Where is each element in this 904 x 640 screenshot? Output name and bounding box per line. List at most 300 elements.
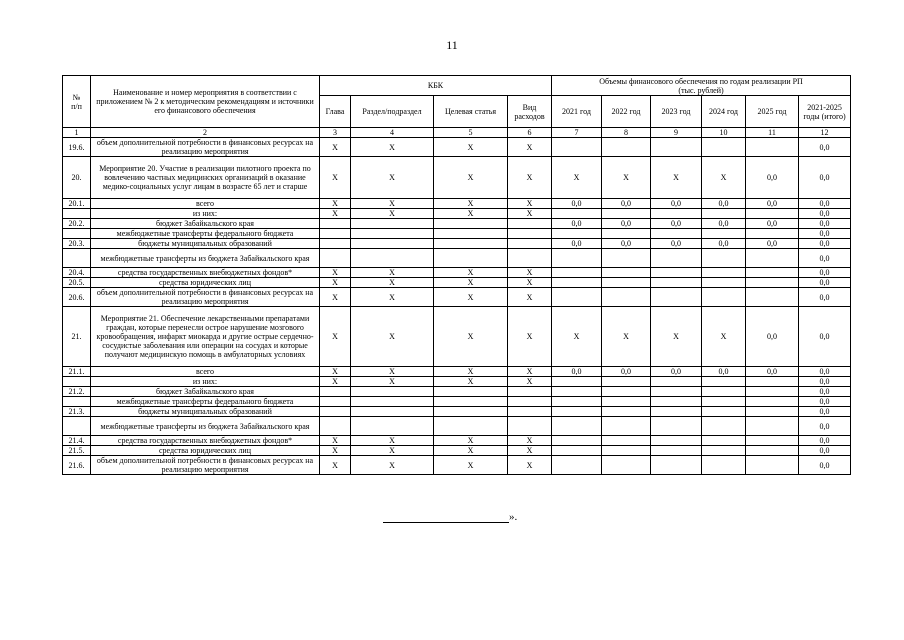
row-value-cell bbox=[602, 446, 651, 456]
row-value-cell bbox=[320, 397, 351, 407]
index-cell: 8 bbox=[602, 128, 651, 138]
row-value-cell bbox=[552, 268, 602, 278]
row-value-cell: 0,0 bbox=[799, 268, 851, 278]
table-row bbox=[63, 249, 851, 268]
row-value-cell: 0,0 bbox=[799, 407, 851, 417]
row-value-cell bbox=[746, 387, 799, 397]
row-value-cell bbox=[552, 278, 602, 288]
row-name-cell: межбюджетные трансферты из бюджета Забайкальского края bbox=[91, 249, 320, 268]
index-cell: 12 bbox=[799, 128, 851, 138]
table-row bbox=[63, 407, 851, 417]
index-cell: 11 bbox=[746, 128, 799, 138]
row-name-cell: из них: bbox=[91, 377, 320, 387]
row-number-cell: 20.3. bbox=[63, 239, 91, 249]
row-value-cell bbox=[702, 268, 746, 278]
row-value-cell bbox=[508, 387, 552, 397]
row-value-cell bbox=[651, 229, 702, 239]
row-value-cell: 0,0 bbox=[799, 219, 851, 229]
row-value-cell: X bbox=[351, 157, 434, 199]
row-value-cell: 0,0 bbox=[651, 219, 702, 229]
row-value-cell bbox=[320, 407, 351, 417]
row-value-cell bbox=[351, 219, 434, 229]
row-number-cell: 20.1. bbox=[63, 199, 91, 209]
row-value-cell: 0,0 bbox=[746, 239, 799, 249]
row-value-cell bbox=[746, 249, 799, 268]
header-kbk-col: Глава bbox=[320, 96, 351, 128]
table-row bbox=[63, 229, 851, 239]
table-row bbox=[63, 436, 851, 446]
row-value-cell: X bbox=[320, 138, 351, 157]
row-value-cell bbox=[746, 397, 799, 407]
row-value-cell: X bbox=[320, 199, 351, 209]
header-finance: Объемы финансового обеспечения по годам реализации РП (тыс. рублей) bbox=[552, 76, 851, 96]
row-value-cell: 0,0 bbox=[799, 377, 851, 387]
row-value-cell bbox=[702, 249, 746, 268]
row-value-cell bbox=[702, 417, 746, 436]
row-value-cell bbox=[320, 387, 351, 397]
row-value-cell bbox=[702, 288, 746, 307]
row-value-cell: 0,0 bbox=[702, 199, 746, 209]
row-value-cell bbox=[508, 397, 552, 407]
row-value-cell bbox=[651, 377, 702, 387]
row-value-cell: 0,0 bbox=[552, 199, 602, 209]
row-value-cell bbox=[320, 249, 351, 268]
index-cell: 5 bbox=[434, 128, 508, 138]
signature-blank bbox=[383, 510, 509, 523]
row-value-cell bbox=[746, 446, 799, 456]
row-name-cell: объем дополнительной потребности в финансовых ресурсах на реализацию мероприятия bbox=[91, 138, 320, 157]
row-value-cell: 0,0 bbox=[799, 157, 851, 199]
row-value-cell bbox=[746, 436, 799, 446]
row-value-cell bbox=[552, 397, 602, 407]
row-value-cell bbox=[351, 417, 434, 436]
row-value-cell: 0,0 bbox=[799, 138, 851, 157]
row-value-cell: X bbox=[320, 209, 351, 219]
table-row bbox=[63, 377, 851, 387]
row-value-cell bbox=[651, 417, 702, 436]
row-value-cell: 0,0 bbox=[602, 219, 651, 229]
row-value-cell: X bbox=[434, 199, 508, 209]
row-value-cell: X bbox=[320, 307, 351, 367]
table-row bbox=[63, 239, 851, 249]
row-value-cell bbox=[552, 249, 602, 268]
row-value-cell: 0,0 bbox=[799, 456, 851, 475]
row-value-cell bbox=[602, 417, 651, 436]
row-value-cell: 0,0 bbox=[799, 209, 851, 219]
row-value-cell: 0,0 bbox=[651, 199, 702, 209]
row-value-cell: X bbox=[351, 268, 434, 278]
row-value-cell: X bbox=[552, 157, 602, 199]
row-name-cell: объем дополнительной потребности в финансовых ресурсах на реализацию мероприятия bbox=[91, 288, 320, 307]
finance-table bbox=[62, 75, 851, 475]
row-value-cell bbox=[702, 377, 746, 387]
table-row bbox=[63, 138, 851, 157]
row-value-cell bbox=[702, 446, 746, 456]
row-value-cell bbox=[602, 407, 651, 417]
row-value-cell bbox=[602, 249, 651, 268]
row-value-cell bbox=[746, 209, 799, 219]
row-value-cell: X bbox=[351, 377, 434, 387]
row-value-cell bbox=[602, 229, 651, 239]
row-value-cell bbox=[651, 407, 702, 417]
row-value-cell: 0,0 bbox=[746, 307, 799, 367]
row-value-cell bbox=[651, 209, 702, 219]
index-cell: 3 bbox=[320, 128, 351, 138]
row-value-cell: X bbox=[651, 157, 702, 199]
row-value-cell: 0,0 bbox=[602, 199, 651, 209]
row-value-cell: X bbox=[508, 446, 552, 456]
row-value-cell bbox=[651, 268, 702, 278]
row-value-cell: 0,0 bbox=[602, 239, 651, 249]
row-name-cell: межбюджетные трансферты федерального бюджета bbox=[91, 229, 320, 239]
row-value-cell: X bbox=[434, 157, 508, 199]
row-value-cell bbox=[702, 209, 746, 219]
row-value-cell bbox=[434, 397, 508, 407]
row-value-cell bbox=[351, 397, 434, 407]
row-value-cell bbox=[351, 387, 434, 397]
row-value-cell: X bbox=[351, 367, 434, 377]
row-value-cell bbox=[351, 249, 434, 268]
row-value-cell: X bbox=[508, 138, 552, 157]
row-value-cell bbox=[552, 407, 602, 417]
header-kbk: КБК bbox=[320, 76, 552, 96]
row-value-cell bbox=[602, 278, 651, 288]
row-value-cell bbox=[552, 436, 602, 446]
row-value-cell: X bbox=[434, 367, 508, 377]
row-name-cell: средства государственных внебюджетных фондов* bbox=[91, 268, 320, 278]
row-value-cell bbox=[434, 239, 508, 249]
row-name-cell: всего bbox=[91, 199, 320, 209]
row-value-cell bbox=[651, 249, 702, 268]
row-value-cell bbox=[508, 417, 552, 436]
row-value-cell: X bbox=[702, 307, 746, 367]
table-row bbox=[63, 278, 851, 288]
table-body bbox=[63, 138, 851, 475]
row-value-cell bbox=[320, 229, 351, 239]
row-value-cell bbox=[602, 456, 651, 475]
header-name: Наименование и номер мероприятия в соответствии с приложением № 2 к методическим рекомендациям и источники его финансового обеспечения bbox=[91, 76, 320, 128]
row-value-cell bbox=[508, 239, 552, 249]
row-value-cell: X bbox=[320, 278, 351, 288]
row-name-cell: объем дополнительной потребности в финансовых ресурсах на реализацию мероприятия bbox=[91, 456, 320, 475]
row-value-cell bbox=[351, 407, 434, 417]
index-cell: 7 bbox=[552, 128, 602, 138]
row-name-cell: средства государственных внебюджетных фондов* bbox=[91, 436, 320, 446]
table-row bbox=[63, 397, 851, 407]
row-value-cell bbox=[602, 268, 651, 278]
index-cell: 9 bbox=[651, 128, 702, 138]
row-value-cell bbox=[651, 456, 702, 475]
row-name-cell: всего bbox=[91, 367, 320, 377]
row-value-cell bbox=[552, 456, 602, 475]
row-value-cell bbox=[552, 209, 602, 219]
row-value-cell: 0,0 bbox=[702, 219, 746, 229]
header-year-col: 2022 год bbox=[602, 96, 651, 128]
row-value-cell: 0,0 bbox=[799, 278, 851, 288]
row-value-cell: X bbox=[702, 157, 746, 199]
row-value-cell bbox=[602, 138, 651, 157]
row-number-cell: 21.3. bbox=[63, 407, 91, 417]
row-value-cell: X bbox=[351, 199, 434, 209]
row-value-cell: X bbox=[434, 209, 508, 219]
header-year-col: 2021 год bbox=[552, 96, 602, 128]
row-name-cell: средства юридических лиц bbox=[91, 278, 320, 288]
row-value-cell bbox=[746, 288, 799, 307]
table-row bbox=[63, 268, 851, 278]
row-value-cell: 0,0 bbox=[702, 367, 746, 377]
row-value-cell bbox=[320, 219, 351, 229]
row-value-cell bbox=[434, 387, 508, 397]
row-value-cell: X bbox=[320, 456, 351, 475]
index-cell: 10 bbox=[702, 128, 746, 138]
row-value-cell: X bbox=[320, 268, 351, 278]
row-value-cell: X bbox=[351, 456, 434, 475]
row-value-cell bbox=[434, 229, 508, 239]
row-value-cell bbox=[434, 417, 508, 436]
row-value-cell: X bbox=[434, 268, 508, 278]
row-value-cell: 0,0 bbox=[746, 219, 799, 229]
row-value-cell: 0,0 bbox=[799, 249, 851, 268]
header-year-col: 2025 год bbox=[746, 96, 799, 128]
row-name-cell: бюджет Забайкальского края bbox=[91, 387, 320, 397]
row-value-cell: X bbox=[351, 436, 434, 446]
row-value-cell: 0,0 bbox=[746, 367, 799, 377]
row-value-cell: 0,0 bbox=[702, 239, 746, 249]
row-value-cell: 0,0 bbox=[746, 199, 799, 209]
row-number-cell: 20. bbox=[63, 157, 91, 199]
row-value-cell bbox=[351, 229, 434, 239]
row-name-cell: Мероприятие 20. Участие в реализации пилотного проекта по вовлечению частных медицинских организаций в оказание медико-социальных услуг лицам в возрасте 65 лет и старше bbox=[91, 157, 320, 199]
row-number-cell: 21.4. bbox=[63, 436, 91, 446]
row-value-cell: X bbox=[434, 278, 508, 288]
row-number-cell bbox=[63, 417, 91, 436]
row-number-cell bbox=[63, 397, 91, 407]
index-cell: 1 bbox=[63, 128, 91, 138]
row-value-cell: 0,0 bbox=[799, 239, 851, 249]
row-value-cell bbox=[702, 407, 746, 417]
row-number-cell: 20.4. bbox=[63, 268, 91, 278]
row-number-cell: 21.1. bbox=[63, 367, 91, 377]
table-row bbox=[63, 209, 851, 219]
row-value-cell bbox=[702, 229, 746, 239]
row-value-cell bbox=[602, 436, 651, 446]
row-value-cell: X bbox=[320, 446, 351, 456]
row-value-cell: X bbox=[351, 138, 434, 157]
index-cell: 4 bbox=[351, 128, 434, 138]
row-number-cell bbox=[63, 229, 91, 239]
row-value-cell bbox=[508, 249, 552, 268]
row-value-cell bbox=[702, 397, 746, 407]
row-value-cell bbox=[552, 446, 602, 456]
table-row bbox=[63, 387, 851, 397]
row-value-cell bbox=[602, 377, 651, 387]
row-value-cell bbox=[602, 288, 651, 307]
row-number-cell bbox=[63, 377, 91, 387]
header-kbk-col: Раздел/подраздел bbox=[351, 96, 434, 128]
row-value-cell: X bbox=[552, 307, 602, 367]
row-value-cell bbox=[746, 377, 799, 387]
row-value-cell bbox=[746, 278, 799, 288]
footer-line bbox=[383, 510, 517, 523]
table-row bbox=[63, 367, 851, 377]
table-row bbox=[63, 199, 851, 209]
row-value-cell: X bbox=[434, 446, 508, 456]
index-cell: 2 bbox=[91, 128, 320, 138]
row-value-cell: X bbox=[434, 307, 508, 367]
row-number-cell: 21.6. bbox=[63, 456, 91, 475]
row-value-cell: X bbox=[602, 307, 651, 367]
header-num: № п/п bbox=[63, 76, 91, 128]
row-value-cell: X bbox=[434, 288, 508, 307]
row-value-cell: X bbox=[320, 377, 351, 387]
row-value-cell bbox=[552, 288, 602, 307]
row-value-cell bbox=[746, 456, 799, 475]
row-value-cell: X bbox=[434, 456, 508, 475]
row-value-cell: 0,0 bbox=[651, 239, 702, 249]
header-kbk-col: Целевая статья bbox=[434, 96, 508, 128]
row-value-cell bbox=[602, 209, 651, 219]
row-name-cell: средства юридических лиц bbox=[91, 446, 320, 456]
row-value-cell bbox=[552, 377, 602, 387]
row-number-cell bbox=[63, 209, 91, 219]
row-name-cell: бюджеты муниципальных образований bbox=[91, 407, 320, 417]
row-value-cell bbox=[602, 387, 651, 397]
row-number-cell: 19.6. bbox=[63, 138, 91, 157]
row-value-cell: X bbox=[320, 367, 351, 377]
row-value-cell: X bbox=[351, 446, 434, 456]
row-value-cell bbox=[508, 219, 552, 229]
row-value-cell bbox=[434, 407, 508, 417]
row-value-cell bbox=[552, 229, 602, 239]
row-value-cell: X bbox=[508, 288, 552, 307]
row-value-cell: 0,0 bbox=[552, 367, 602, 377]
row-value-cell: 0,0 bbox=[651, 367, 702, 377]
row-number-cell: 20.5. bbox=[63, 278, 91, 288]
row-value-cell bbox=[602, 397, 651, 407]
row-value-cell bbox=[651, 397, 702, 407]
row-value-cell bbox=[434, 249, 508, 268]
row-value-cell bbox=[702, 456, 746, 475]
row-value-cell bbox=[552, 138, 602, 157]
row-value-cell: X bbox=[351, 278, 434, 288]
row-value-cell bbox=[746, 138, 799, 157]
row-value-cell bbox=[552, 417, 602, 436]
table-row bbox=[63, 219, 851, 229]
row-value-cell bbox=[651, 436, 702, 446]
header-year-col: 2021-2025 годы (итого) bbox=[799, 96, 851, 128]
row-value-cell: 0,0 bbox=[552, 239, 602, 249]
row-value-cell bbox=[702, 278, 746, 288]
row-value-cell bbox=[434, 219, 508, 229]
row-value-cell bbox=[320, 239, 351, 249]
row-name-cell: бюджеты муниципальных образований bbox=[91, 239, 320, 249]
row-value-cell: X bbox=[434, 436, 508, 446]
row-number-cell bbox=[63, 249, 91, 268]
index-cell: 6 bbox=[508, 128, 552, 138]
row-value-cell: X bbox=[508, 157, 552, 199]
row-value-cell bbox=[702, 387, 746, 397]
row-value-cell: 0,0 bbox=[799, 417, 851, 436]
row-value-cell: X bbox=[508, 367, 552, 377]
row-value-cell: 0,0 bbox=[799, 436, 851, 446]
row-value-cell: X bbox=[320, 288, 351, 307]
row-number-cell: 20.2. bbox=[63, 219, 91, 229]
row-value-cell: 0,0 bbox=[799, 288, 851, 307]
header-kbk-col: Вид расходов bbox=[508, 96, 552, 128]
row-value-cell bbox=[746, 268, 799, 278]
row-value-cell bbox=[702, 138, 746, 157]
table-row bbox=[63, 417, 851, 436]
row-value-cell: 0,0 bbox=[799, 199, 851, 209]
row-value-cell: X bbox=[351, 209, 434, 219]
row-value-cell bbox=[651, 387, 702, 397]
row-value-cell bbox=[702, 436, 746, 446]
row-value-cell: 0,0 bbox=[746, 157, 799, 199]
header-year-col: 2024 год bbox=[702, 96, 746, 128]
row-number-cell: 21.2. bbox=[63, 387, 91, 397]
row-name-cell: бюджет Забайкальского края bbox=[91, 219, 320, 229]
row-number-cell: 21. bbox=[63, 307, 91, 367]
table-row bbox=[63, 157, 851, 199]
row-value-cell: X bbox=[508, 436, 552, 446]
header-year-col: 2023 год bbox=[651, 96, 702, 128]
row-value-cell: 0,0 bbox=[602, 367, 651, 377]
row-value-cell bbox=[651, 288, 702, 307]
row-value-cell: X bbox=[320, 157, 351, 199]
row-value-cell: X bbox=[602, 157, 651, 199]
row-number-cell: 20.6. bbox=[63, 288, 91, 307]
row-value-cell bbox=[746, 417, 799, 436]
row-value-cell: X bbox=[434, 138, 508, 157]
row-value-cell: X bbox=[351, 307, 434, 367]
row-value-cell: X bbox=[508, 268, 552, 278]
row-value-cell: 0,0 bbox=[799, 446, 851, 456]
table-row bbox=[63, 288, 851, 307]
closing-quote: ». bbox=[509, 511, 518, 523]
row-value-cell: X bbox=[508, 456, 552, 475]
row-value-cell bbox=[552, 387, 602, 397]
row-value-cell: 0,0 bbox=[552, 219, 602, 229]
row-value-cell: 0,0 bbox=[799, 397, 851, 407]
row-name-cell: межбюджетные трансферты из бюджета Забайкальского края bbox=[91, 417, 320, 436]
page-number: 11 bbox=[446, 38, 458, 52]
index-row bbox=[63, 128, 851, 138]
row-value-cell bbox=[651, 278, 702, 288]
row-value-cell bbox=[651, 446, 702, 456]
row-value-cell: X bbox=[434, 377, 508, 387]
row-value-cell: X bbox=[508, 278, 552, 288]
row-value-cell: X bbox=[351, 288, 434, 307]
row-value-cell bbox=[746, 229, 799, 239]
row-name-cell: Мероприятие 21. Обеспечение лекарственными препаратами граждан, которые перенесли острое нарушение мозгового кровообращения, инфаркт миокарда и другие острые сердечно-сосудистые заболевания или операции на сосудах и которые получают медицинскую помощь в амбулаторных условиях bbox=[91, 307, 320, 367]
row-value-cell: 0,0 bbox=[799, 387, 851, 397]
table-row bbox=[63, 307, 851, 367]
row-value-cell: X bbox=[320, 436, 351, 446]
row-value-cell bbox=[351, 239, 434, 249]
row-value-cell: 0,0 bbox=[799, 367, 851, 377]
row-value-cell bbox=[508, 229, 552, 239]
row-value-cell bbox=[651, 138, 702, 157]
row-value-cell: 0,0 bbox=[799, 229, 851, 239]
row-value-cell: X bbox=[508, 199, 552, 209]
row-number-cell: 21.5. bbox=[63, 446, 91, 456]
row-value-cell: X bbox=[508, 209, 552, 219]
row-name-cell: межбюджетные трансферты федерального бюджета bbox=[91, 397, 320, 407]
row-value-cell: X bbox=[508, 307, 552, 367]
row-value-cell bbox=[508, 407, 552, 417]
row-value-cell: X bbox=[651, 307, 702, 367]
table-row bbox=[63, 456, 851, 475]
